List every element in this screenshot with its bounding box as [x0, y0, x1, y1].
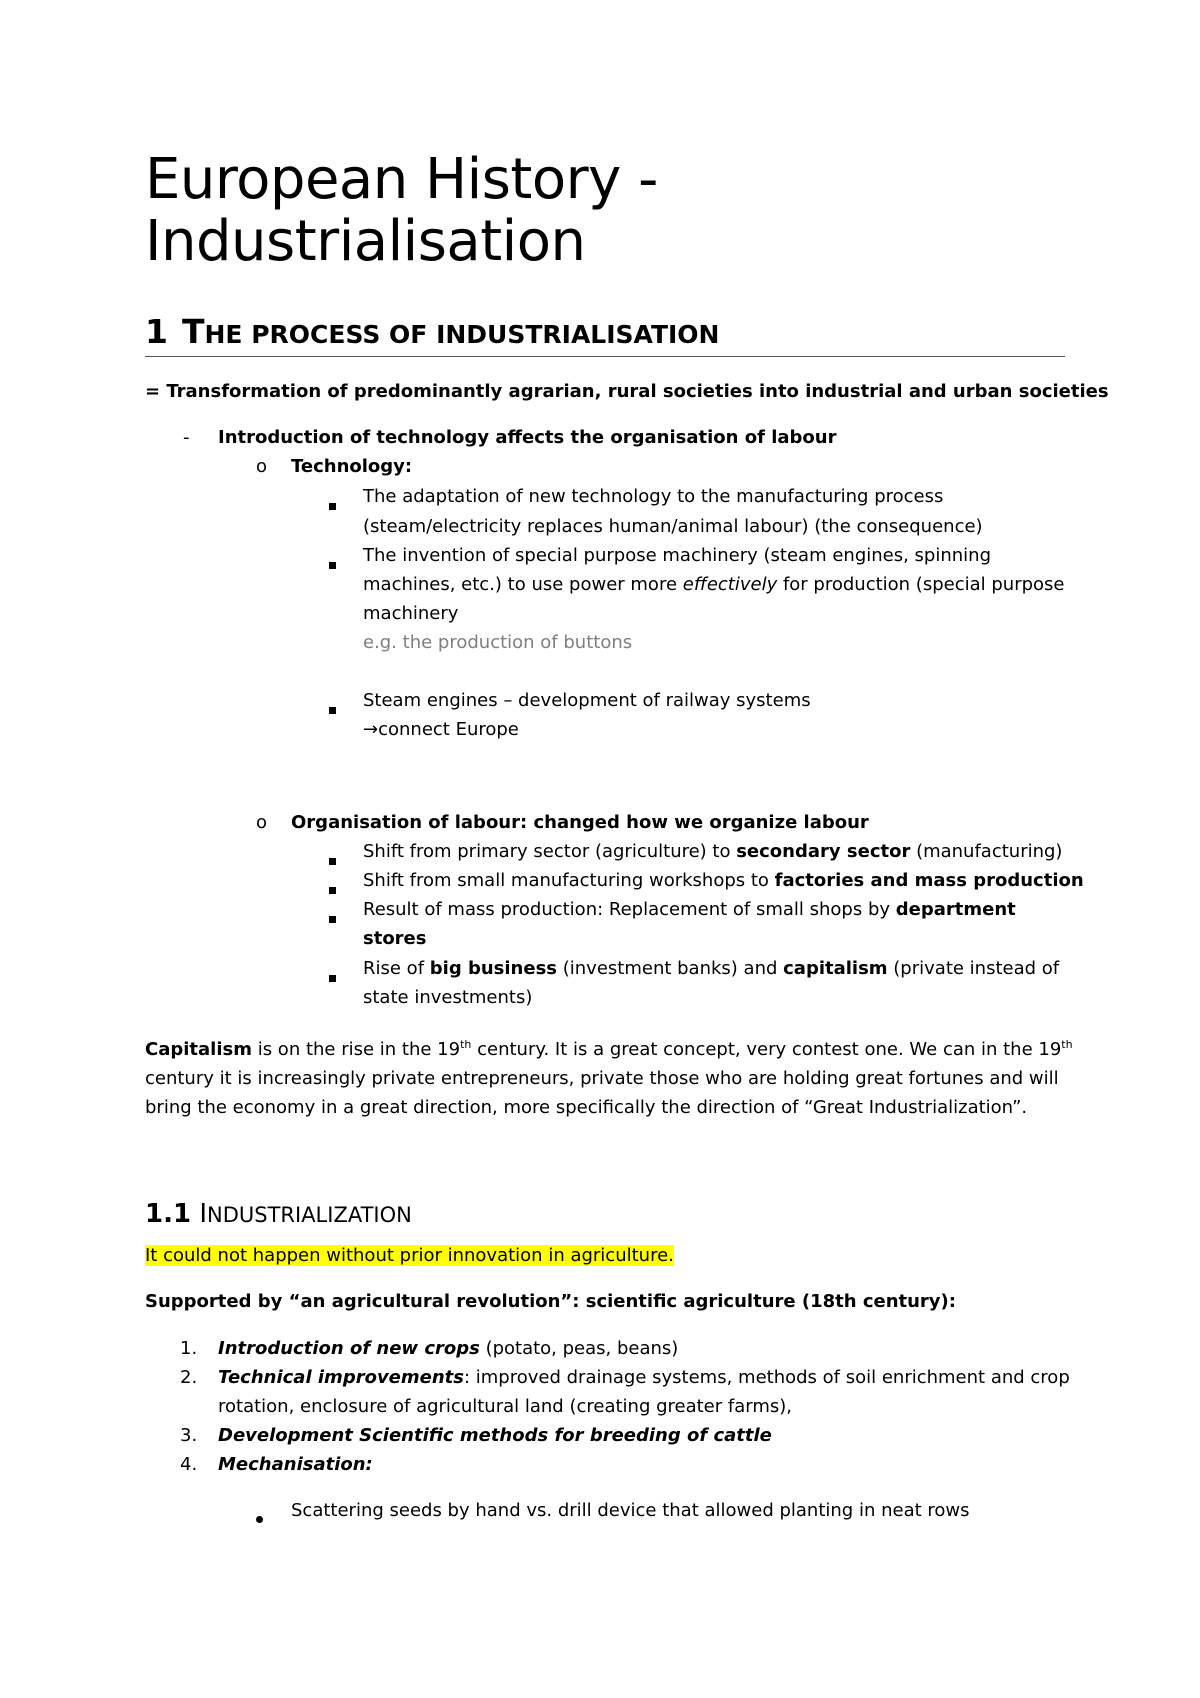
- list-item-1: Introduction of new crops (potato, peas, beans): [218, 1338, 679, 1359]
- labour-bullet3-line2: stores: [363, 928, 427, 949]
- tech-bullet1-line2: (steam/electricity replaces human/animal labour) (the consequence): [363, 516, 983, 537]
- section-title-rest: HE PROCESS OF INDUSTRIALISATION: [204, 320, 720, 349]
- labour-heading: Organisation of labour: changed how we organize labour: [291, 812, 869, 833]
- bullet-text: Scattering seeds by hand vs. drill device that allowed planting in neat rows: [291, 1500, 970, 1521]
- dash-marker: -: [183, 427, 190, 448]
- tech-bullet3-line1: Steam engines – development of railway systems: [363, 690, 811, 711]
- tech-bullet2-line2: machines, etc.) to use power more effectively for production (special purpose: [363, 574, 1065, 595]
- example-text: e.g. the production of buttons: [363, 632, 633, 653]
- round-bullet: [256, 1508, 263, 1527]
- paragraph-line1: Capitalism is on the rise in the 19th century. It is a great concept, very contest one. We can in the 19th: [145, 1038, 1073, 1060]
- square-bullet: [329, 908, 336, 927]
- list-item-2-line1: Technical improvements: improved drainage systems, methods of soil enrichment and crop: [218, 1367, 1070, 1388]
- paragraph-line3: bring the economy in a great direction, more specifically the direction of “Great Industrialization”.: [145, 1097, 1028, 1118]
- list-item-2-line2: rotation, enclosure of agricultural land (creating greater farms),: [218, 1396, 792, 1417]
- list-number: 2.: [180, 1367, 198, 1388]
- circle-marker: o: [256, 456, 268, 477]
- labour-bullet4-line2: state investments): [363, 987, 533, 1008]
- section-heading-1-1: [145, 1197, 412, 1232]
- page-title-line1: European History -: [145, 147, 658, 212]
- paragraph-line2: century it is increasingly private entrepreneurs, private those who are holding great fortunes and will: [145, 1068, 1059, 1089]
- list-item-3: Development Scientific methods for breeding of cattle: [218, 1425, 772, 1446]
- dash-item-text: Introduction of technology affects the organisation of labour: [218, 427, 837, 448]
- square-bullet: [329, 495, 336, 514]
- square-bullet: [329, 699, 336, 718]
- square-bullet: [329, 879, 336, 898]
- page-title-line2: Industrialisation: [145, 209, 586, 274]
- list-number: 4.: [180, 1454, 198, 1475]
- arrow-icon: →: [363, 719, 379, 740]
- definition-text: = Transformation of predominantly agrarian, rural societies into industrial and urban societies: [145, 381, 1109, 402]
- section-number: 1.1: [145, 1199, 192, 1229]
- list-number: 3.: [180, 1425, 198, 1446]
- heading-underline: [145, 356, 1065, 357]
- tech-bullet2-line1: The invention of special purpose machinery (steam engines, spinning: [363, 545, 992, 566]
- list-number: 1.: [180, 1338, 198, 1359]
- section-heading-1: [145, 312, 719, 355]
- labour-bullet4-line1: Rise of big business (investment banks) and capitalism (private instead of: [363, 958, 1060, 979]
- square-bullet: [329, 850, 336, 869]
- labour-bullet2: Shift from small manufacturing workshops to factories and mass production: [363, 870, 1084, 891]
- technology-heading: Technology:: [291, 456, 413, 477]
- section-title-rest: NDUSTRIALIZATION: [207, 1203, 412, 1227]
- supported-by-text: Supported by “an agricultural revolution”: scientific agriculture (18th century):: [145, 1291, 956, 1312]
- labour-bullet3-line1: Result of mass production: Replacement of small shops by department: [363, 899, 1016, 920]
- circle-marker: o: [256, 812, 268, 833]
- labour-bullet1: Shift from primary sector (agriculture) to secondary sector (manufacturing): [363, 841, 1063, 862]
- section-title-initial: T: [181, 312, 205, 351]
- tech-bullet3-line2: →connect Europe: [363, 719, 519, 740]
- highlighted-text: It could not happen without prior innovation in agriculture.: [145, 1245, 674, 1266]
- list-item-4: Mechanisation:: [218, 1454, 373, 1475]
- tech-bullet1-line1: The adaptation of new technology to the manufacturing process: [363, 486, 944, 507]
- section-title-initial: I: [199, 1199, 207, 1229]
- section-number: 1: [145, 312, 168, 351]
- square-bullet: [329, 554, 336, 573]
- tech-bullet2-line3: machinery: [363, 603, 459, 624]
- square-bullet: [329, 967, 336, 986]
